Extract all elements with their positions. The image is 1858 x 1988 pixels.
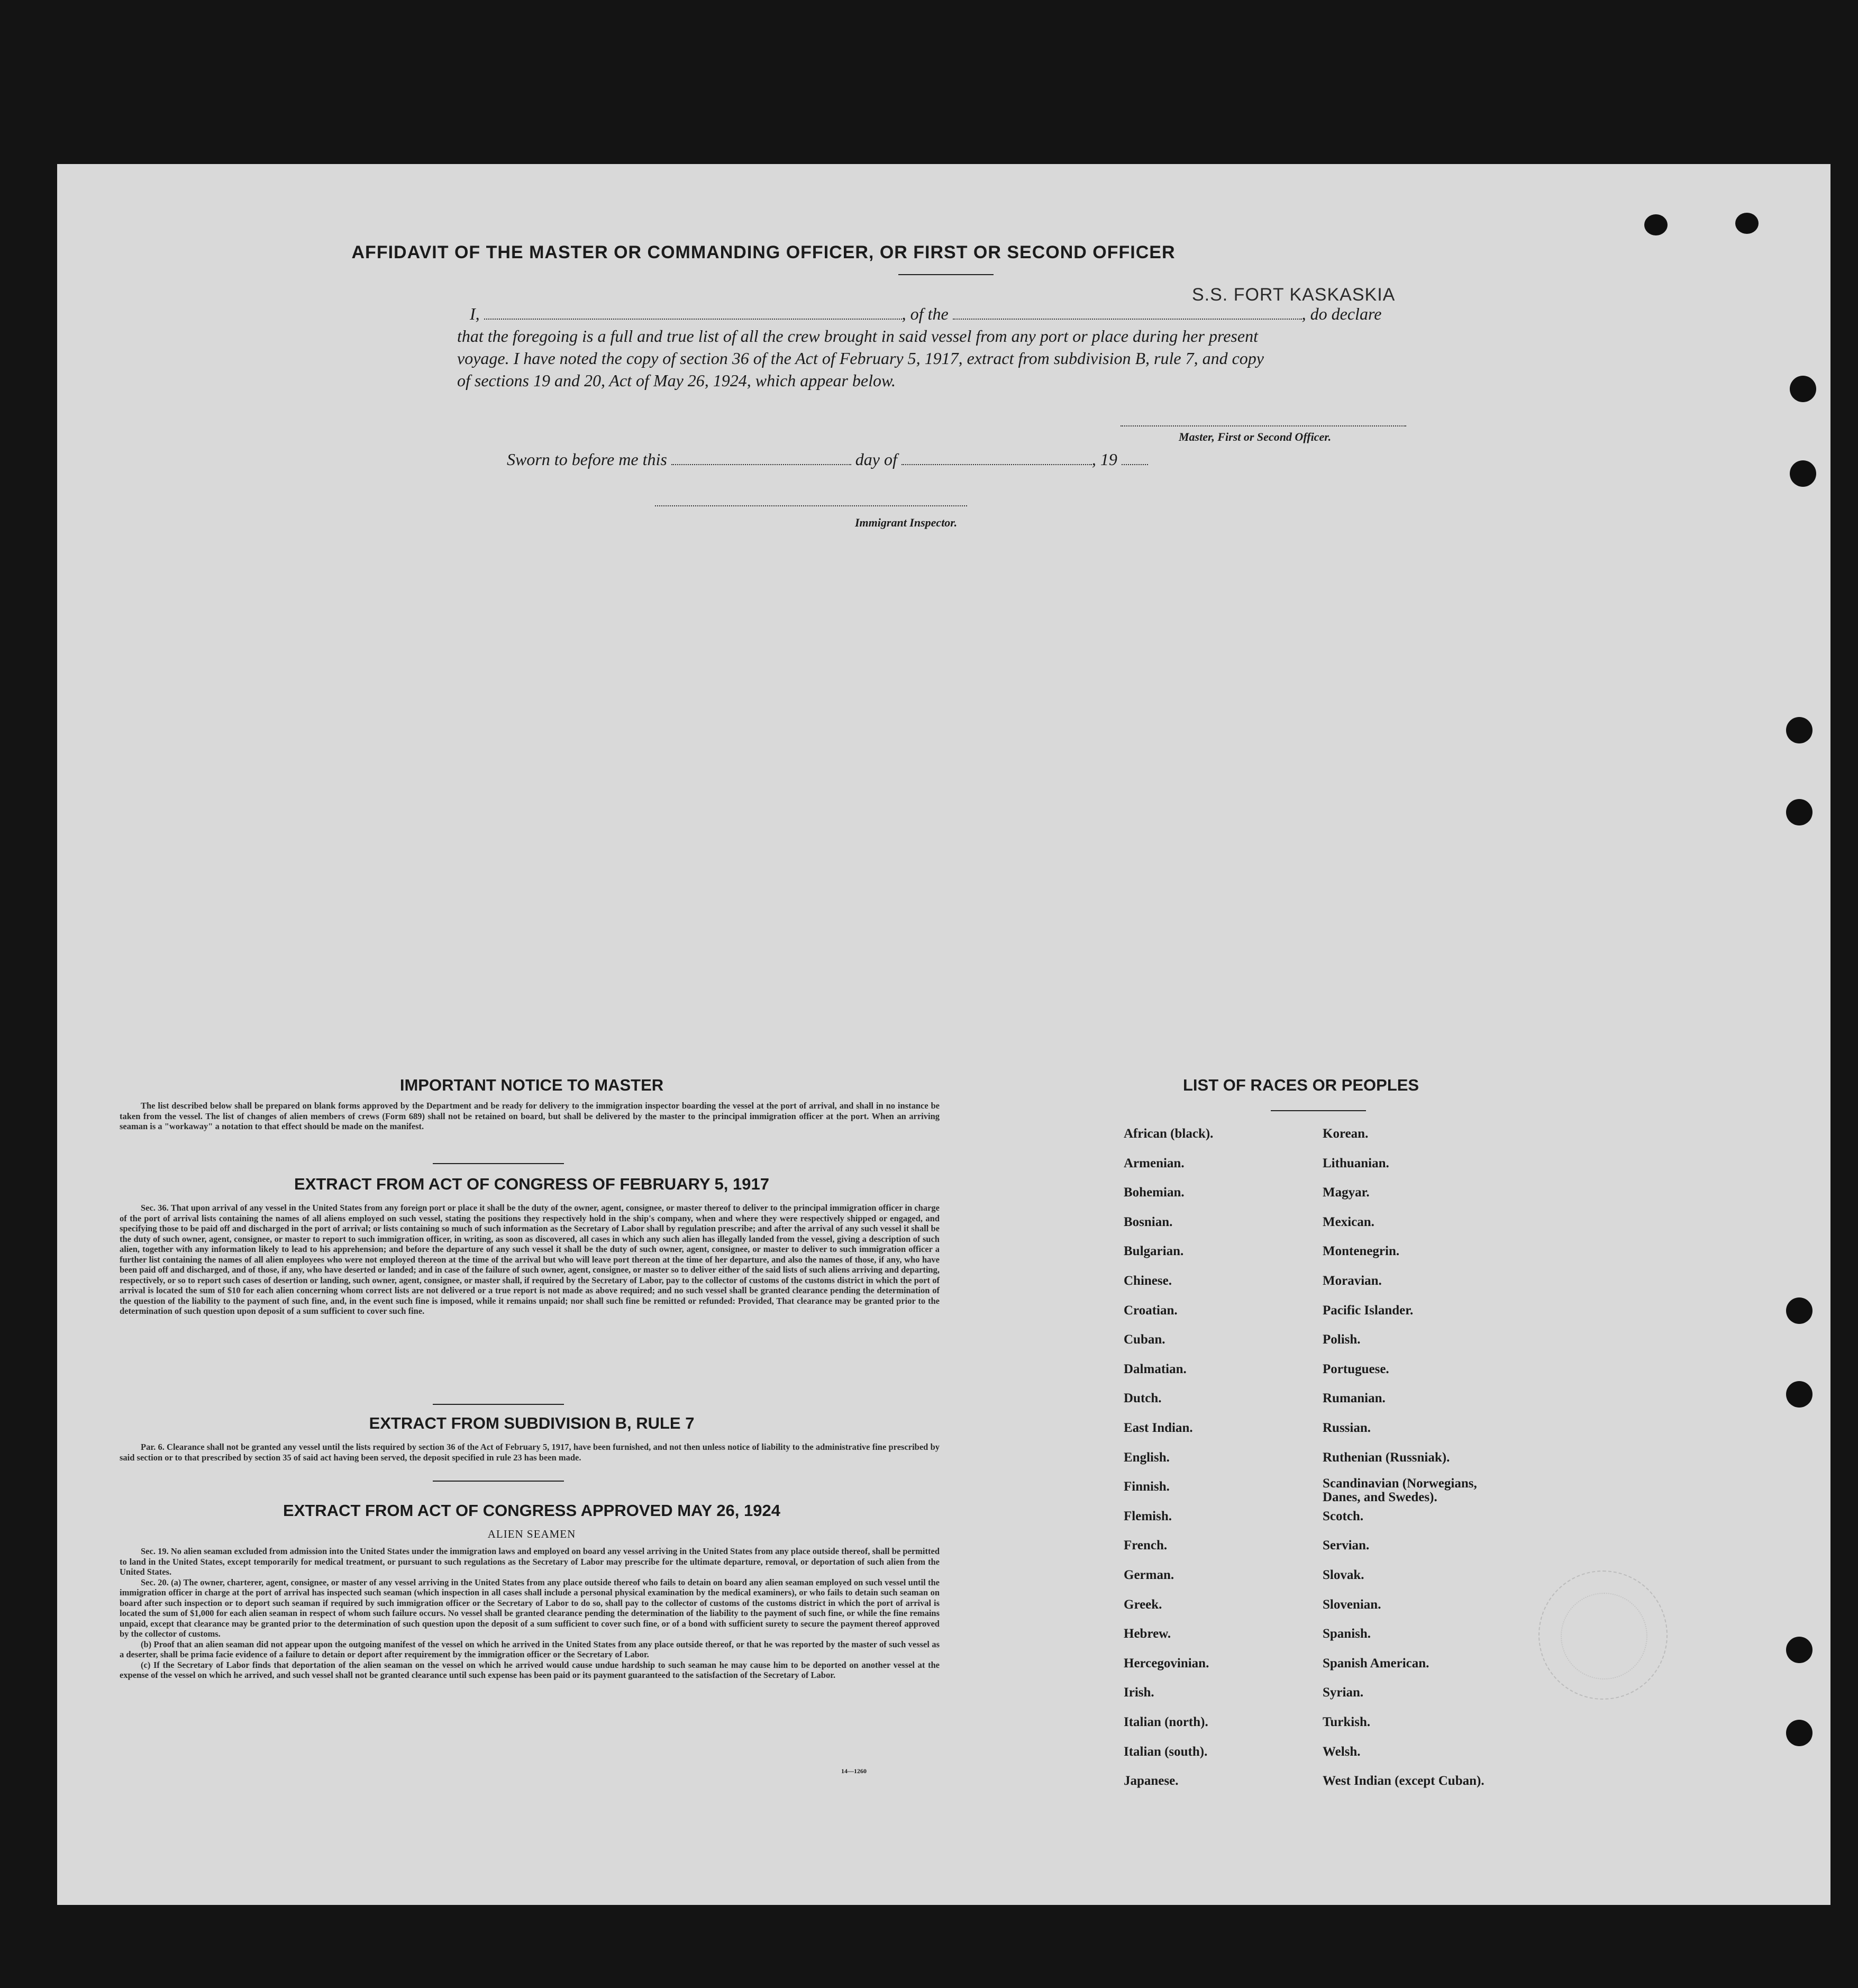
- race-item: Dalmatian.: [1124, 1361, 1187, 1376]
- punch-hole: [1790, 460, 1816, 487]
- race-item: Flemish.: [1124, 1509, 1172, 1523]
- race-item: Cuban.: [1124, 1332, 1165, 1347]
- alien-seamen-subtitle: ALIEN SEAMEN: [487, 1528, 576, 1540]
- affidavit-line-4: of sections 19 and 20, Act of May 26, 1924, which appear below.: [457, 371, 896, 390]
- race-item: Finnish.: [1124, 1479, 1170, 1494]
- race-item: Chinese.: [1124, 1274, 1172, 1288]
- race-item: Hercegovinian.: [1124, 1656, 1209, 1671]
- inspector-caption: Immigrant Inspector.: [855, 516, 958, 529]
- punch-hole: [1786, 799, 1813, 825]
- master-caption: Master, First or Second Officer.: [1179, 430, 1332, 443]
- race-item: Italian (south).: [1124, 1744, 1208, 1759]
- race-item: Welsh.: [1323, 1744, 1361, 1759]
- affidavit-line-3: voyage. I have noted the copy of section 36 of the Act of February 5, 1917, extract from subdivision B, rule 7, and copy: [457, 349, 1264, 368]
- sworn-month-blank: [901, 452, 1092, 465]
- notice-divider: [433, 1163, 564, 1164]
- sworn-day-blank: [671, 452, 851, 465]
- race-item: Bosnian.: [1124, 1214, 1173, 1229]
- rule-7-divider: [433, 1481, 564, 1482]
- sec-36-paragraph: Sec. 36. That upon arrival of any vessel in the United States from any foreign port or place it shall be the duty of the owner, agent, consignee, or master thereof to deliver to the principal immigration officer in charge of the port of arrival lists containing the names of all aliens employed on such vessel, stating the positions they respectively hold in the ship's company, when and where they were respectively shipped or engaged, and specifying those to be paid off and discharged in the port of arrival; or lists containing so much of such information as the Secretary of Labor shall by regulation prescribe; and after the arrival of any such vessel it shall be the duty of such owner, agent, consignee, or master to report to such immigration officer, in writing, as soon as discovered, all cases in which any such alien has illegally landed from the vessel, giving a description of such alien, together with any information likely to lead to his apprehension; and before the departure of any such vessel it shall be the duty of such owner, agent, consignee, or master to deliver to such immigration officer a further list containing the names of all alien employees who were not employed thereon at the time of the arrival but who will leave port thereon at the time of her departure, and also the names of those, if any, who have been paid off and discharged, and of those, if any, who have deserted or landed; and in case of the failure of such owner, agent, consignee, or master so to deliver either of the said lists of such aliens arriving and departing, respectively, or so to report such cases of desertion or landing, such owner, agent, consignee, or master shall, if required by the Secretary of Labor, pay to the collector of customs of the customs district in which the port of arrival is located the sum of $10 for each alien concerning whom correct lists are not delivered or a true report is not made as above required; and no such vessel shall be granted clearance pending the determination of the question of the liability to the payment of such fine, and, in the event such fine is imposed, while it remains unpaid; nor shall such fine be remitted or refunded: Provided, That clearance may be granted prior to the determination of such question upon deposit of a sum sufficient to cover such fine.: [120, 1203, 940, 1316]
- form-number: 14—1260: [841, 1767, 867, 1775]
- punch-hole: [1790, 376, 1816, 402]
- race-item: Croatian.: [1124, 1303, 1178, 1318]
- punch-hole: [1644, 214, 1668, 235]
- race-item: Portuguese.: [1323, 1361, 1389, 1376]
- do-declare-label: , do declare: [1301, 304, 1382, 323]
- race-item: Mexican.: [1323, 1214, 1374, 1229]
- title-divider: [898, 274, 994, 275]
- master-signature-line: [1121, 425, 1406, 426]
- punch-hole: [1786, 1720, 1813, 1746]
- race-item: Greek.: [1124, 1597, 1162, 1612]
- rule-7-title: EXTRACT FROM SUBDIVISION B, RULE 7: [369, 1414, 695, 1432]
- sworn-year-blank: [1122, 452, 1148, 465]
- year-label: , 19: [1091, 450, 1117, 469]
- race-item: Moravian.: [1323, 1274, 1382, 1288]
- punch-hole: [1735, 213, 1759, 234]
- extract-1924-title: EXTRACT FROM ACT OF CONGRESS APPROVED MAY 26, 1924: [283, 1501, 780, 1520]
- punch-hole: [1786, 1297, 1813, 1324]
- race-item: Italian (north).: [1124, 1715, 1208, 1729]
- notice-title: IMPORTANT NOTICE TO MASTER: [399, 1076, 664, 1094]
- sec-19-paragraph: Sec. 19. No alien seaman excluded from admission into the United States under the immigration laws and employed on board any vessel arriving in the United States from any place outside thereof, shall be permitted to land in the United States, except temporarily for medical treatment, or pursuant to such regulations as the Secretary of Labor may prescribe for the ultimate departure, removal, or deportation of such alien from the United States.: [120, 1546, 940, 1577]
- race-item: Polish.: [1323, 1332, 1361, 1347]
- race-item: Pacific Islander.: [1323, 1303, 1414, 1318]
- form-page: [57, 164, 1830, 1905]
- race-item: Scotch.: [1323, 1509, 1364, 1523]
- race-item: Japanese.: [1124, 1774, 1179, 1789]
- punch-hole: [1786, 717, 1813, 743]
- notice-text: [120, 1101, 940, 1132]
- i-label: I,: [470, 304, 480, 323]
- par-6-paragraph: Par. 6. Clearance shall not be granted any vessel until the lists required by section 36 of the Act of February 5, 1917, have been furnished, and not then unless notice of liability to the administrative fine prescribed by said section or to that prescribed by section 35 of said act having been served, the deposit specified in rule 23 has been made.: [120, 1442, 940, 1463]
- race-item: Russian.: [1323, 1421, 1371, 1435]
- race-item: Slovak.: [1323, 1568, 1364, 1582]
- rule-7-text: [120, 1442, 940, 1463]
- inspector-signature-line: [655, 505, 967, 506]
- sworn-line: [507, 450, 1148, 469]
- day-of-label: day of: [855, 450, 897, 469]
- race-item: Slovenian.: [1323, 1597, 1381, 1612]
- vessel-blank: [953, 307, 1302, 320]
- extract-1917-title: EXTRACT FROM ACT OF CONGRESS OF FEBRUARY 5, 1917: [294, 1175, 769, 1193]
- race-item: Bulgarian.: [1124, 1244, 1184, 1259]
- race-item: Montenegrin.: [1323, 1244, 1400, 1259]
- race-item: African (black).: [1124, 1127, 1214, 1141]
- race-item: Spanish American.: [1323, 1656, 1429, 1671]
- sworn-label: Sworn to before me this: [507, 450, 667, 469]
- race-item: Syrian.: [1323, 1685, 1364, 1700]
- race-item: English.: [1124, 1450, 1170, 1465]
- races-title: LIST OF RACES OR PEOPLES: [1183, 1076, 1419, 1094]
- vessel-name-stamp: S.S. FORT KASKASKIA: [1192, 285, 1396, 305]
- race-item: French.: [1124, 1538, 1168, 1553]
- sec-20a-paragraph: Sec. 20. (a) The owner, charterer, agent, consignee, or master of any vessel arriving in the United States from any place outside thereof who fails to detain on board any alien seaman employed on such vessel until the immigration officer in charge at the port of arrival has inspected such seaman (which inspection in all cases shall include a personal physical examination by the medical examiners), or who fails to detain such seaman on board after such inspection or to deport such seaman if required by such immigration officer or the Secretary of Labor to do so, shall pay to the collector of customs of the customs district in which the port of arrival is located the sum of $1,000 for each alien seaman in respect of whom such failure occurs. No vessel shall be granted clearance pending the determination of the liability to the payment of such fine, or while the fine remains unpaid, except that clearance may be granted prior to the determination of such question upon the deposit of a sum sufficient to cover such fine, or of a bond with sufficient surety to secure the payment thereof approved by the collector of customs.: [120, 1577, 940, 1639]
- sec-20c-paragraph: (c) If the Secretary of Labor finds that deportation of the alien seaman on the vessel on which he arrived would cause undue hardship to such seaman he may cause him to be deported on another vessel at the expense of the vessel on which he arrived, and such vessel shall not be granted clearance until such expense has been paid or its payment guaranteed to the satisfaction of the Secretary of Labor.: [120, 1659, 940, 1680]
- affidavit-title: AFFIDAVIT OF THE MASTER OR COMMANDING OFFICER, OR FIRST OR SECOND OFFICER: [351, 242, 1176, 262]
- extract-1917-divider: [433, 1404, 564, 1405]
- notice-paragraph: The list described below shall be prepared on blank forms approved by the Department and be ready for delivery to the immigration inspector boarding the vessel at the port of arrival, and shall in no instance be taken from the vessel. The list of changes of alien members of crews (Form 689) shall not be retained on board, but shall be delivered by the master to the principal immigration officer at the port. When an arriving seaman is a "workaway" a notation to that effect should be made on the manifest.: [120, 1101, 940, 1131]
- race-item: Rumanian.: [1323, 1391, 1386, 1406]
- race-item: Irish.: [1124, 1685, 1154, 1700]
- race-item: Ruthenian (Russniak).: [1323, 1450, 1450, 1465]
- race-item: Scandinavian (Norwegians, Danes, and Swedes).: [1323, 1476, 1477, 1505]
- affidavit-line-2: that the foregoing is a full and true list of all the crew brought in said vessel from any port or place during her present: [457, 326, 1258, 346]
- embossed-seal: [1538, 1571, 1668, 1700]
- affidavit-line-1: [470, 304, 1381, 324]
- seal-inner-ring: [1561, 1593, 1647, 1680]
- name-blank: [484, 307, 902, 320]
- extract-1917-text: [120, 1203, 940, 1317]
- sec-20b-paragraph: (b) Proof that an alien seaman did not appear upon the outgoing manifest of the vessel on which he arrived in the United States from any place outside thereof, or that he was reported by the master of such vessel as a deserter, shall be prima facie evidence of a failure to detain or deport after requirement by the immigration officer or the Secretary of Labor.: [120, 1639, 940, 1659]
- race-item: Hebrew.: [1124, 1627, 1171, 1641]
- race-item: Korean.: [1323, 1127, 1369, 1141]
- race-item: West Indian (except Cuban).: [1323, 1774, 1484, 1789]
- race-item: Lithuanian.: [1323, 1156, 1389, 1170]
- race-item: Dutch.: [1124, 1391, 1162, 1406]
- race-item: East Indian.: [1124, 1421, 1193, 1435]
- punch-hole: [1786, 1637, 1813, 1663]
- race-item: Spanish.: [1323, 1627, 1371, 1641]
- extract-1924-text: [120, 1546, 940, 1681]
- race-item: Turkish.: [1323, 1715, 1371, 1729]
- of-the-label: , of the: [901, 304, 949, 323]
- race-item: German.: [1124, 1568, 1174, 1582]
- punch-hole: [1786, 1381, 1813, 1408]
- races-divider: [1271, 1110, 1366, 1111]
- race-item: Armenian.: [1124, 1156, 1185, 1170]
- race-item: Servian.: [1323, 1538, 1370, 1553]
- race-item: Bohemian.: [1124, 1185, 1185, 1200]
- race-item: Magyar.: [1323, 1185, 1370, 1200]
